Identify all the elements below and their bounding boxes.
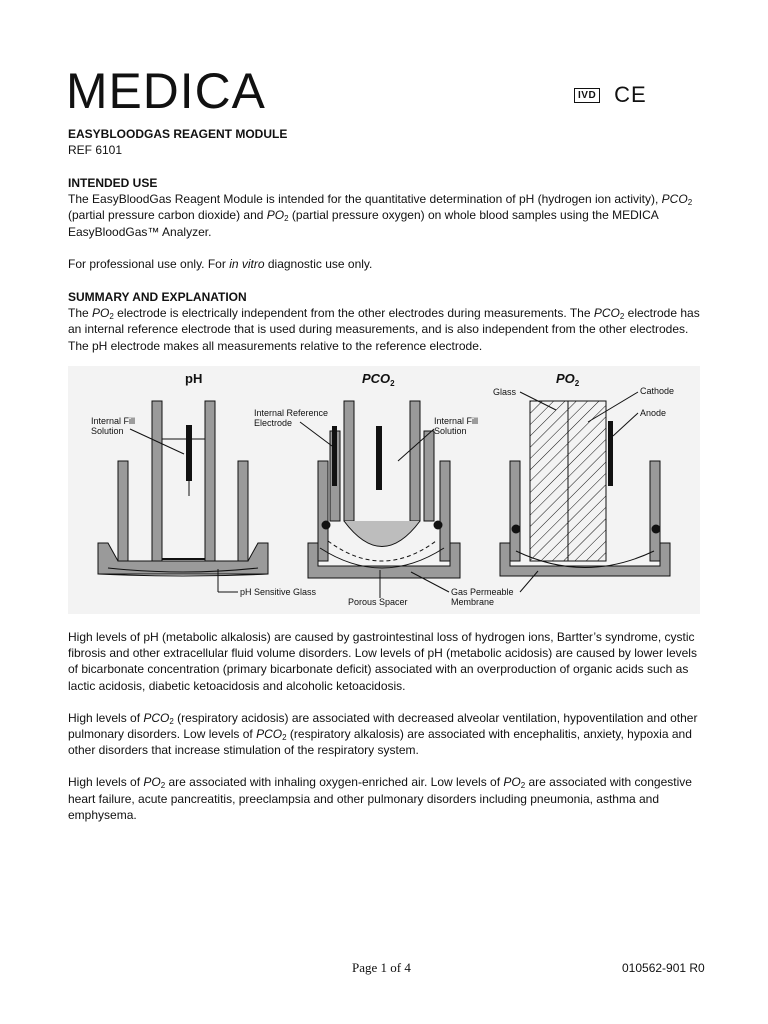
page-number: Page 1 of 4 [352,960,411,975]
regulatory-marks [574,84,647,106]
label-porous-spacer: Porous Spacer [348,597,408,607]
professional-use-note: For professional use only. For in vitro diagnostic use only. [68,256,373,271]
pco2-paragraph: High levels of $PCO_2$ (respiratory acidosis) are associated with decreased alveolar ventilation, hypoventilation and other pulmonary disorders. Low levels of $PCO_2$ (respiratory alkalosis) are associated with encephalitis, anxiety, hypoxia and other disorders that increase stimulation of the respiratory system. [68,710,698,758]
medica-logo [66,66,270,114]
label-glass: Glass [493,387,517,397]
product-header [68,126,700,158]
label-anode: Anode [640,408,667,418]
summary-heading: SUMMARY AND EXPLANATION [68,290,247,304]
document-reference: 010562-901 R0 [622,961,705,975]
body-section [68,629,700,823]
product-ref: REF 6101 [68,143,123,158]
summary-section [68,289,700,354]
label-solution-1: Solution [91,426,124,436]
label-cathode: Cathode [640,386,675,396]
summary-paragraph: The $PO_2$ electrode is electrically independent from the other electrodes during measurements. The $PCO_2$ electrode has an internal reference electrode that is used during measurements, and is also independent from the other electrodes. The pH electrode makes all measurements relative to the reference electrode. [68,306,700,353]
ivd-mark: IVD [574,88,600,103]
label-ph-glass: pH Sensitive Glass [240,587,317,597]
label-internal-ref-2: Electrode [254,418,293,428]
diagram-title-po: $PO_2$ [556,371,580,388]
medica-logo-mark [66,66,270,114]
label-internal-ref-1: Internal Reference [254,408,329,418]
product-title: EASYBLOODGAS REAGENT MODULE [68,127,288,141]
label-solution-2: Solution [434,426,467,436]
intended-use-section [68,175,700,272]
intended-use-heading: INTENDED USE [68,176,158,190]
svg-text:MEDICA: MEDICA [66,66,266,114]
ce-mark: CE [614,82,647,107]
label-internal-fill-1: Internal Fill [91,416,136,426]
diagram-title-ph: pH [185,371,203,386]
ph-paragraph: High levels of pH (metabolic alkalosis) are caused by gastrointestinal loss of hydrogen ions, Bartter’s syndrome, cystic fibrosis and other extracellular fluid volume disorders. Low levels of pH (metabolic acidosis) are caused by lower levels of bicarbonate concentration (primary bicarbonate deficit) associated with an overproduction of organic acids such as lactic acidosis, diabetic ketoacidosis and alcoholic ketoacidosis. [68,630,697,693]
label-internal-fill-2: Internal Fill [434,416,479,426]
label-gas-permeable-1: Gas Permeable [451,587,514,597]
label-gas-permeable-2: Membrane [451,597,495,607]
intended-use-paragraph: The EasyBloodGas Reagent Module is intended for the quantitative determination of pH (hydrogen ion activity), $PCO_2$ (partial pressure carbon dioxide) and $PO_2$ (partial pressure oxygen) on whole blood samples using the MEDICA EasyBloodGas™ Analyzer. [68,192,693,239]
diagram-title-pco: $PCO_2$ [362,371,395,388]
po2-paragraph: High levels of $PO_2$ are associated with inhaling oxygen-enriched air. Low levels of $PO_2$ are associated with congestive heart failure, acute pancreatitis, preeclampsia and other pulmonary disorders including pneumonia, asthma and emphysema. [68,775,692,822]
electrode-diagram [68,366,700,614]
